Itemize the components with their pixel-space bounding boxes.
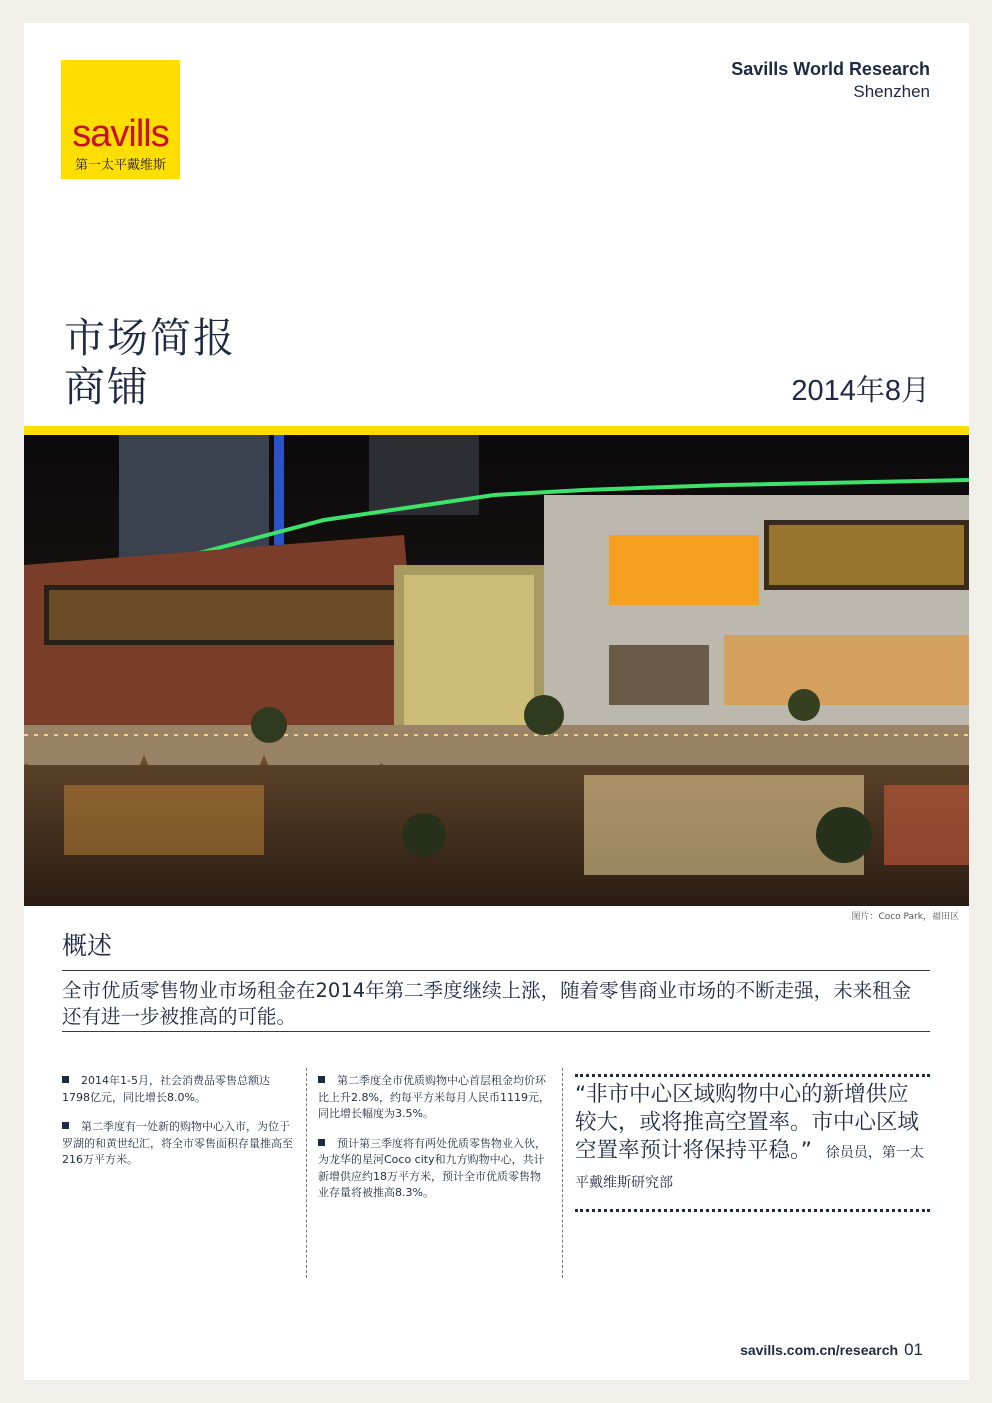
cover-photo (24, 435, 969, 906)
overview-heading: 概述 (62, 931, 113, 960)
bullet-item (62, 1073, 294, 1106)
logo-brand: savills (72, 113, 169, 155)
bullet-text: 2014年1-5月，社会消费品零售总额达1798亿元，同比增长8.0%。 (62, 1074, 270, 1104)
bullet-text: 第二季度全市优质购物中心首层租金均价环比上升2.8%，约每平方米每月人民币1119元，同比增长幅度为3.5%。 (318, 1074, 550, 1120)
report-title-line2: 商铺 (64, 363, 150, 411)
bullet-column-1 (62, 1073, 294, 1182)
column-divider (306, 1068, 307, 1278)
page-footer (740, 1340, 923, 1360)
overview-rule-bottom (62, 1031, 930, 1032)
bullet-item (318, 1073, 550, 1123)
bullet-text: 第二季度有一处新的购物中心入市，为位于罗湖的和黄世纪汇，将全市零售面积存量推高至216万平方米。 (62, 1120, 293, 1166)
bullet-square-icon (318, 1139, 325, 1146)
yellow-divider (24, 426, 969, 435)
bullet-square-icon (62, 1076, 69, 1083)
report-page (24, 23, 969, 1380)
footer-url[interactable]: savills.com.cn/research (740, 1342, 899, 1358)
photo-caption: 图片：Coco Park，福田区 (851, 912, 959, 922)
logo-brand-cn: 第一太平戴维斯 (74, 158, 166, 173)
pull-quote (575, 1081, 930, 1197)
quote-text: “非市中心区域购物中心的新增供应较大，或将推高空置率。市中心区域空置率预计将保持平稳。” (575, 1082, 920, 1163)
report-date: 2014年8月 (791, 375, 930, 407)
bullet-square-icon (62, 1122, 69, 1129)
savills-logo (61, 60, 180, 179)
column-divider (562, 1068, 563, 1278)
bullet-item (62, 1119, 294, 1169)
quote-dots-bottom (575, 1209, 930, 1212)
bullet-square-icon (318, 1076, 325, 1083)
bullet-column-2 (318, 1073, 550, 1215)
research-title: Savills World Research (731, 59, 930, 79)
bullet-text: 预计第三季度将有两处优质零售物业入伙，为龙华的星河Coco city和九方购物中心，共计新增供应约18万平方米，预计全市优质零售物业存量将被推高8.3%。 (318, 1136, 546, 1199)
bullet-item (318, 1136, 550, 1202)
page-number: 01 (904, 1340, 923, 1359)
report-title-line1: 市场简报 (64, 314, 236, 362)
quote-dots-top (575, 1074, 930, 1077)
quote-author: 徐员员，第一太平戴维斯研究部 (575, 1145, 924, 1191)
overview-summary: 全市优质零售物业市场租金在2014年第二季度继续上涨，随着零售商业市场的不断走强，未来租金还有进一步被推高的可能。 (62, 979, 912, 1028)
research-city: Shenzhen (853, 82, 930, 101)
overview-rule-top (62, 970, 930, 971)
